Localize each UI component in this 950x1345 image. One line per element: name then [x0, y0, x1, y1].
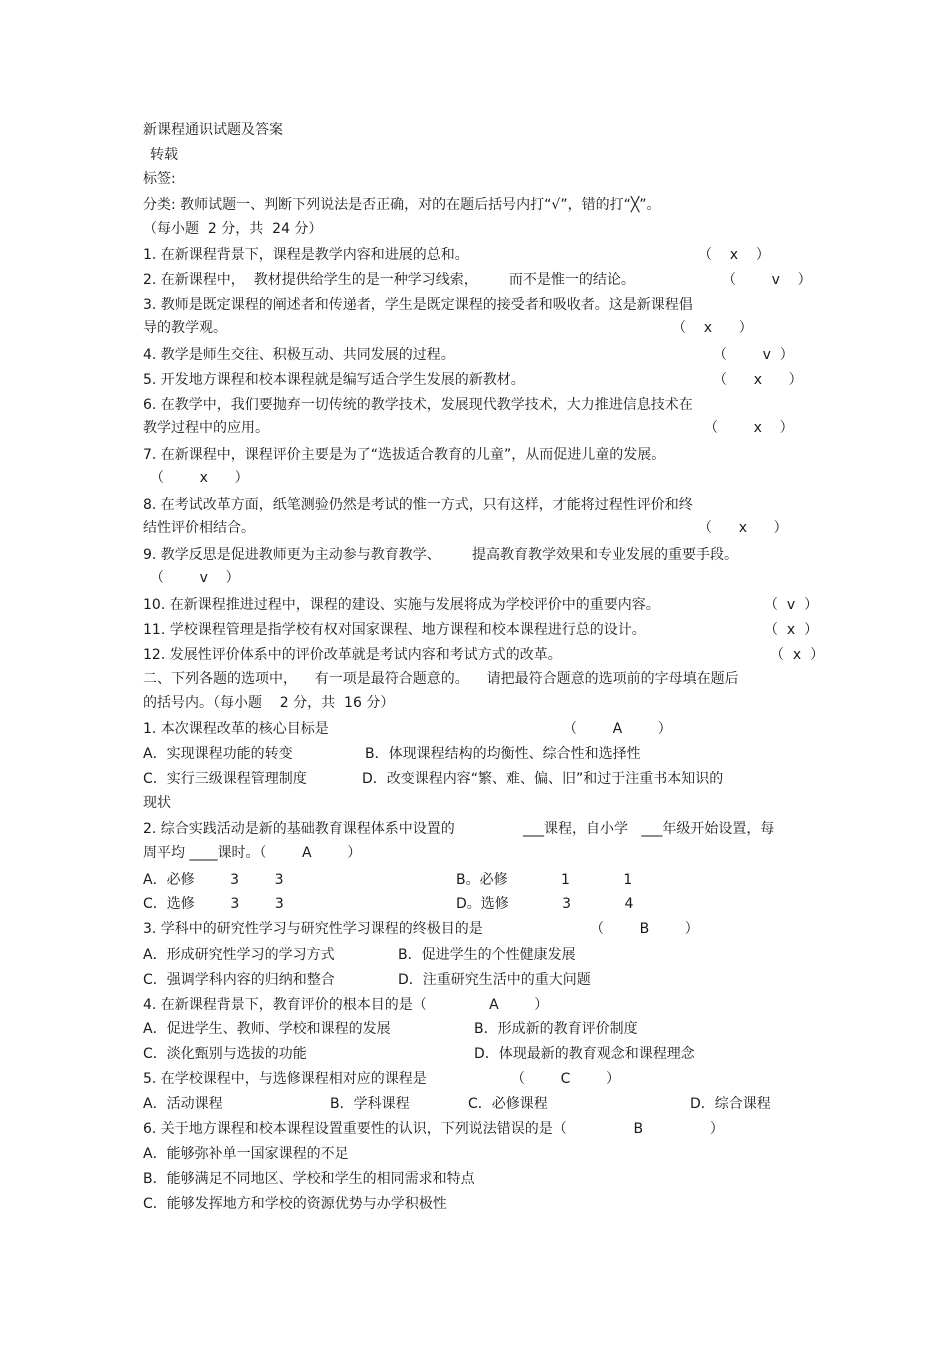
repost-label: 转载	[150, 147, 178, 163]
option-d: D．体现最新的教育观念和课程理念	[474, 1046, 695, 1062]
question-text: 12. 发展性评价体系中的评价改革就是考试内容和考试方式的改革。	[143, 647, 562, 663]
answer-bracket: （ v ）	[722, 272, 812, 288]
option-b: B。必修 1 1	[456, 872, 633, 888]
question-stem: 2. 综合实践活动是新的基础教育课程体系中设置的	[143, 821, 455, 837]
score-note: （每小题 2 分，共 24 分）	[143, 221, 323, 237]
answer-bracket: （ v ）	[150, 570, 240, 586]
answer-bracket: （ v ）	[764, 597, 819, 613]
answer-bracket: （ x ）	[713, 372, 803, 388]
question-text-cont: 导的教学观。	[143, 320, 227, 336]
option-d-cont: 现状	[143, 795, 171, 811]
question-stem: 6. 关于地方课程和校本课程设置重要性的认识，下列说法错误的是（ B ）	[143, 1121, 724, 1137]
option-a: A．形成研究性学习的学习方式	[143, 947, 335, 963]
option-a: A．活动课程	[143, 1096, 223, 1112]
question-stem: 3. 学科中的研究性学习与研究性学习课程的终极目的是	[143, 921, 483, 937]
option-b: B．促进学生的个性健康发展	[398, 947, 576, 963]
option-c: C．能够发挥地方和学校的资源优势与办学积极性	[143, 1196, 447, 1212]
option-a: A．能够弥补单一国家课程的不足	[143, 1146, 349, 1162]
option-c: C．实行三级课程管理制度	[143, 771, 307, 787]
question-text-cont: 结性评价相结合。	[143, 520, 255, 536]
question-text-cont: 教学过程中的应用。	[143, 420, 269, 436]
answer-bracket: （ B ）	[590, 921, 699, 937]
option-b: B．体现课程结构的均衡性、综合性和选择性	[365, 746, 641, 762]
question-stem-cont: 周平均 ____课时。（ A ）	[143, 845, 362, 861]
option-c: C．淡化甄别与选拔的功能	[143, 1046, 307, 1062]
question-stem: 5. 在学校课程中，与选修课程相对应的课程是	[143, 1071, 427, 1087]
question-stem-blanks: ___课程，自小学 ___年级开始设置，每	[523, 821, 775, 837]
tags-label: 标签:	[143, 171, 176, 187]
question-text: 10. 在新课程推进过程中，课程的建设、实施与发展将成为学校评价中的重要内容。	[143, 597, 660, 613]
option-a: A．必修 3 3	[143, 872, 284, 888]
question-text: 9. 教学反思是促进教师更为主动参与教育教学、 提高教育教学效果和专业发展的重要手段。	[143, 547, 738, 563]
option-b: B．能够满足不同地区、学校和学生的相同需求和特点	[143, 1171, 475, 1187]
question-text: 5. 开发地方课程和校本课程就是编写适合学生发展的新教材。	[143, 372, 525, 388]
option-d: D．综合课程	[690, 1096, 771, 1112]
question-text: 7. 在新课程中，课程评价主要是为了“选拔适合教育的儿童”，从而促进儿童的发展。	[143, 447, 666, 463]
question-text: 6. 在教学中，我们要抛弃一切传统的教学技术，发展现代教学技术，大力推进信息技术在	[143, 397, 693, 413]
option-d: D．改变课程内容“繁、难、偏、旧”和过于注重书本知识的	[362, 771, 724, 787]
answer-bracket: （ C ）	[511, 1071, 620, 1087]
option-c: C．必修课程	[468, 1096, 548, 1112]
answer-bracket: （ x ）	[704, 420, 794, 436]
answer-bracket: （ x ）	[698, 520, 788, 536]
option-b: B．形成新的教育评价制度	[474, 1021, 638, 1037]
question-stem: 1. 本次课程改革的核心目标是	[143, 721, 329, 737]
option-c: C．强调学科内容的归纳和整合	[143, 972, 335, 988]
question-text: 2. 在新课程中， 教材提供给学生的是一种学习线索， 而不是惟一的结论。	[143, 272, 635, 288]
question-text: 8. 在考试改革方面，纸笔测验仍然是考试的惟一方式，只有这样，才能将过程性评价和终	[143, 497, 693, 513]
answer-bracket: （ A ）	[563, 721, 672, 737]
option-b: B．学科课程	[330, 1096, 410, 1112]
answer-bracket: （ x ）	[672, 320, 753, 336]
question-stem: 4. 在新课程背景下，教育评价的根本目的是（ A ）	[143, 997, 549, 1013]
question-text: 1. 在新课程背景下，课程是教学内容和进展的总和。	[143, 247, 469, 263]
answer-bracket: （ x ）	[150, 470, 249, 486]
answer-bracket: （ x ）	[698, 247, 770, 263]
option-a: A．实现课程功能的转变	[143, 746, 293, 762]
document-title: 新课程通识试题及答案	[143, 122, 283, 138]
section-intro: 二、下列各题的选项中， 有一项是最符合题意的。 请把最符合题意的选项前的字母填在题后	[143, 671, 739, 687]
question-text: 4. 教学是师生交往、积极互动、共同发展的过程。	[143, 347, 455, 363]
option-d: D．注重研究生活中的重大问题	[398, 972, 591, 988]
question-text: 11. 学校课程管理是指学校有权对国家课程、地方课程和校本课程进行总的设计。	[143, 622, 646, 638]
option-c: C．选修 3 3	[143, 896, 284, 912]
answer-bracket: （ v ）	[713, 347, 794, 363]
option-a: A．促进学生、教师、学校和课程的发展	[143, 1021, 391, 1037]
option-d: D。选修 3 4	[456, 896, 634, 912]
category-intro: 分类: 教师试题一、判断下列说法是否正确，对的在题后括号内打“√”，错的打“╳”。	[143, 197, 661, 213]
question-text: 3. 教师是既定课程的阐述者和传递者，学生是既定课程的接受者和吸收者。这是新课程倡	[143, 297, 693, 313]
answer-bracket: （ x ）	[770, 647, 825, 663]
answer-bracket: （ x ）	[764, 622, 819, 638]
section-intro-cont: 的括号内。（每小题 2 分，共 16 分）	[143, 695, 395, 711]
